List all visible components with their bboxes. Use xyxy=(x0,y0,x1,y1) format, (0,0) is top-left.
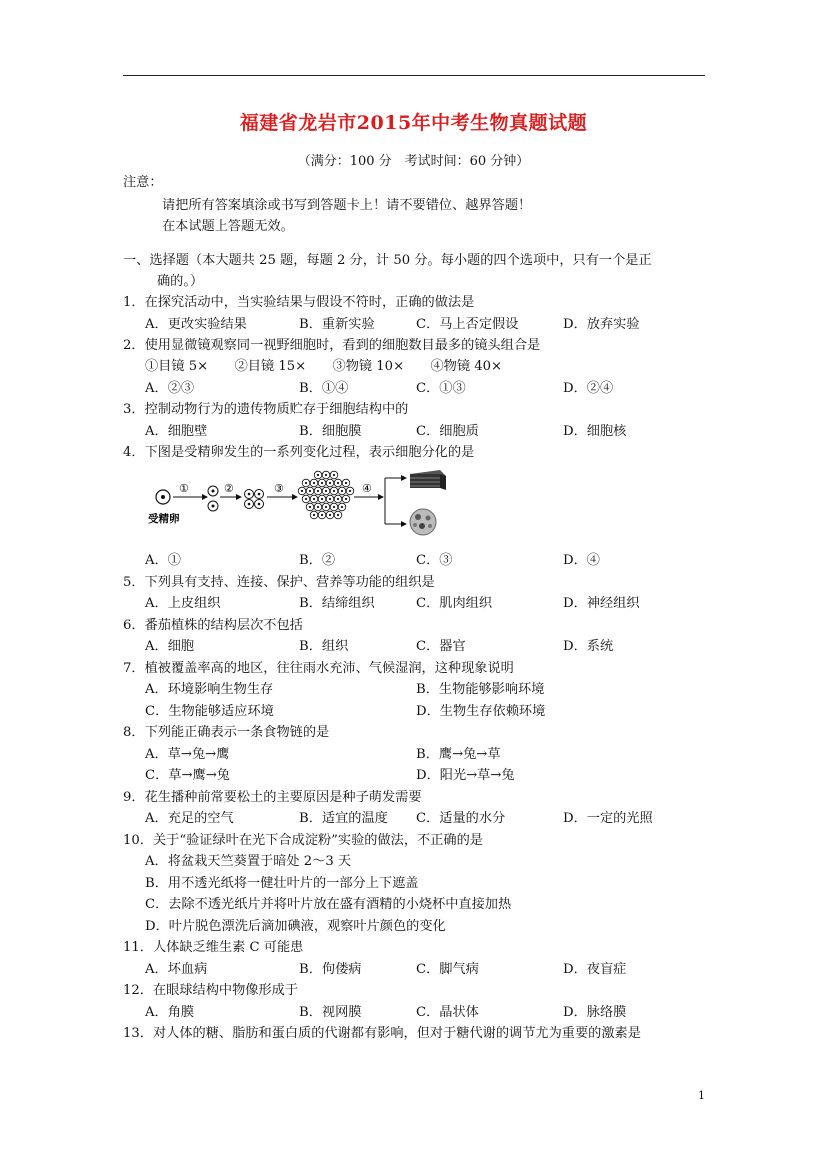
option-c: C．马上否定假设 xyxy=(416,317,519,332)
cluster-nucleus xyxy=(317,506,319,508)
cluster-nucleus xyxy=(313,482,315,484)
option-b: B．①④ xyxy=(299,381,349,396)
cluster-nucleus xyxy=(329,498,331,500)
cluster-nucleus xyxy=(313,498,315,500)
option-b: B．鹰→兔→草 xyxy=(416,747,501,762)
option-a: A．充足的空气 xyxy=(145,811,234,826)
question-stem: 8．下列能正确表示一条食物链的是 xyxy=(123,725,330,740)
cluster-nucleus xyxy=(333,474,335,476)
cluster-nucleus xyxy=(321,514,323,516)
cluster-nucleus xyxy=(345,498,347,500)
option-d: D．神经组织 xyxy=(563,596,640,611)
notes-label: 注意： xyxy=(123,175,163,190)
option-d: D．放弃实验 xyxy=(563,317,640,332)
option-d: D．生物生存依赖环境 xyxy=(416,704,546,719)
cluster-nucleus xyxy=(325,490,327,492)
option-a: A．角膜 xyxy=(145,1005,195,1020)
step-3-label: ③ xyxy=(274,482,284,495)
cluster-nucleus xyxy=(305,482,307,484)
cluster-nucleus xyxy=(317,490,319,492)
step-1-label: ① xyxy=(179,482,189,495)
option-c: C．肌肉组织 xyxy=(416,596,493,611)
option-a: A．细胞 xyxy=(145,639,195,654)
cluster-nucleus xyxy=(333,490,335,492)
question-extra: ①目镜 5× ②目镜 15× ③物镜 10× ④物镜 40× xyxy=(145,359,503,374)
cluster-nucleus xyxy=(301,490,303,492)
option-b: B．组织 xyxy=(299,639,349,654)
cluster-nucleus xyxy=(333,506,335,508)
option-c: C．脚气病 xyxy=(416,962,479,977)
option-c: C．晶状体 xyxy=(416,1005,479,1020)
question-stem: 1．在探究活动中，当实验结果与假设不符时，正确的做法是 xyxy=(123,295,475,310)
option-c: C．③ xyxy=(416,553,453,568)
question-stem: 3．控制动物行为的遗传物质贮存于细胞结构中的 xyxy=(123,402,409,417)
option-a: A．细胞壁 xyxy=(145,424,208,439)
cluster-nucleus xyxy=(309,506,311,508)
notes-line-2: 在本试题上答题无效。 xyxy=(162,219,294,234)
option-d: D．一定的光照 xyxy=(563,811,653,826)
question-stem: 11．人体缺乏维生素 C 可能患 xyxy=(123,940,304,955)
option-c: C．器官 xyxy=(416,639,466,654)
option-b: B．佝偻病 xyxy=(299,962,362,977)
option-a: A．① xyxy=(145,553,181,568)
cluster-nucleus xyxy=(309,490,311,492)
page-number: 1 xyxy=(698,1089,705,1102)
option-a: A．将盆栽天竺葵置于暗处 2～3 天 xyxy=(145,854,352,869)
cluster-nucleus xyxy=(329,514,331,516)
notes-line-1: 请把所有答案填涂或书写到答题卡上！请不要错位、越界答题！ xyxy=(162,198,532,213)
option-c: C．适量的水分 xyxy=(416,811,506,826)
cluster-nucleus xyxy=(345,482,347,484)
option-a: A．坏血病 xyxy=(145,962,208,977)
step-2-label: ② xyxy=(224,482,234,495)
option-d: D．叶片脱色漂洗后滴加碘液，观察叶片颜色的变化 xyxy=(145,919,446,934)
cell-cluster xyxy=(298,471,354,519)
question-stem: 13．对人体的糖、脂肪和蛋白质的代谢都有影响，但对于糖代谢的调节尤为重要的激素是 xyxy=(123,1026,641,1041)
cluster-nucleus xyxy=(329,482,331,484)
option-c: C．细胞质 xyxy=(416,424,479,439)
exam-info: （满分：100 分 考试时间：60 分钟） xyxy=(297,154,530,169)
cell-differentiation-figure xyxy=(148,470,448,538)
egg-label: 受精卵 xyxy=(148,513,180,525)
question-stem: 10．关于“验证绿叶在光下合成淀粉”实验的做法，不正确的是 xyxy=(123,833,483,848)
cluster-nucleus xyxy=(321,498,323,500)
option-d: D．系统 xyxy=(563,639,614,654)
cluster-nucleus xyxy=(349,490,351,492)
cluster-nucleus xyxy=(337,482,339,484)
option-d: D．④ xyxy=(563,553,600,568)
option-d: D．脉络膜 xyxy=(563,1005,627,1020)
option-c: C．①③ xyxy=(416,381,466,396)
question-stem: 2．使用显微镜观察同一视野细胞时，看到的细胞数目最多的镜头组合是 xyxy=(123,338,541,353)
question-stem: 7．植被覆盖率高的地区，往往雨水充沛、气候湿润，这种现象说明 xyxy=(123,661,514,676)
cluster-nucleus xyxy=(337,498,339,500)
question-stem: 5．下列具有支持、连接、保护、营养等功能的组织是 xyxy=(123,575,435,590)
header-rule xyxy=(123,75,705,76)
option-c: C．生物能够适应环境 xyxy=(145,704,274,719)
cluster-nucleus xyxy=(321,482,323,484)
option-b: B．重新实验 xyxy=(299,317,375,332)
cluster-nucleus xyxy=(341,506,343,508)
option-d: D．夜盲症 xyxy=(563,962,627,977)
option-b: B．细胞膜 xyxy=(299,424,362,439)
question-stem: 9．花生播种前常要松土的主要原因是种子萌发需要 xyxy=(123,790,422,805)
option-b: B．结缔组织 xyxy=(299,596,375,611)
cluster-nucleus xyxy=(305,498,307,500)
section-heading: 一、选择题（本大题共 25 题，每题 2 分，计 50 分。每小题的四个选项中，只有一个是正 xyxy=(123,253,652,268)
option-a: A．更改实验结果 xyxy=(145,317,247,332)
option-d: D．细胞核 xyxy=(563,424,627,439)
option-a: A．环境影响生物生存 xyxy=(145,682,274,697)
option-a: A．②③ xyxy=(145,381,195,396)
question-stem: 6．番茄植株的结构层次不包括 xyxy=(123,618,303,633)
option-b: B．② xyxy=(299,553,336,568)
option-b: B．适宜的温度 xyxy=(299,811,388,826)
question-stem: 12．在眼球结构中物像形成于 xyxy=(123,983,299,998)
option-c: C．去除不透光纸片并将叶片放在盛有酒精的小烧杯中直接加热 xyxy=(145,897,512,912)
option-c: C．草→鹰→兔 xyxy=(145,768,230,783)
option-b: B．视网膜 xyxy=(299,1005,362,1020)
option-d: D．②④ xyxy=(563,381,614,396)
cluster-nucleus xyxy=(325,506,327,508)
option-b: B．用不透光纸将一健壮叶片的一部分上下遮盖 xyxy=(145,876,419,891)
cluster-nucleus xyxy=(317,474,319,476)
option-a: A．草→兔→鹰 xyxy=(145,747,230,762)
cluster-nucleus xyxy=(341,490,343,492)
option-d: D．阳光→草→兔 xyxy=(416,768,515,783)
option-a: A．上皮组织 xyxy=(145,596,221,611)
muscle-tissue-icon xyxy=(410,470,446,490)
section-heading-cont: 确的。） xyxy=(157,274,204,289)
page-title: 福建省龙岩市2015年中考生物真题试题 xyxy=(239,112,588,134)
step-4-label: ④ xyxy=(362,482,372,495)
tissue-cells-icon xyxy=(410,509,436,535)
cluster-nucleus xyxy=(325,474,327,476)
cluster-nucleus xyxy=(337,514,339,516)
cluster-nucleus xyxy=(313,514,315,516)
option-b: B．生物能够影响环境 xyxy=(416,682,545,697)
question-stem: 4．下图是受精卵发生的一系列变化过程，表示细胞分化的是 xyxy=(123,445,475,460)
